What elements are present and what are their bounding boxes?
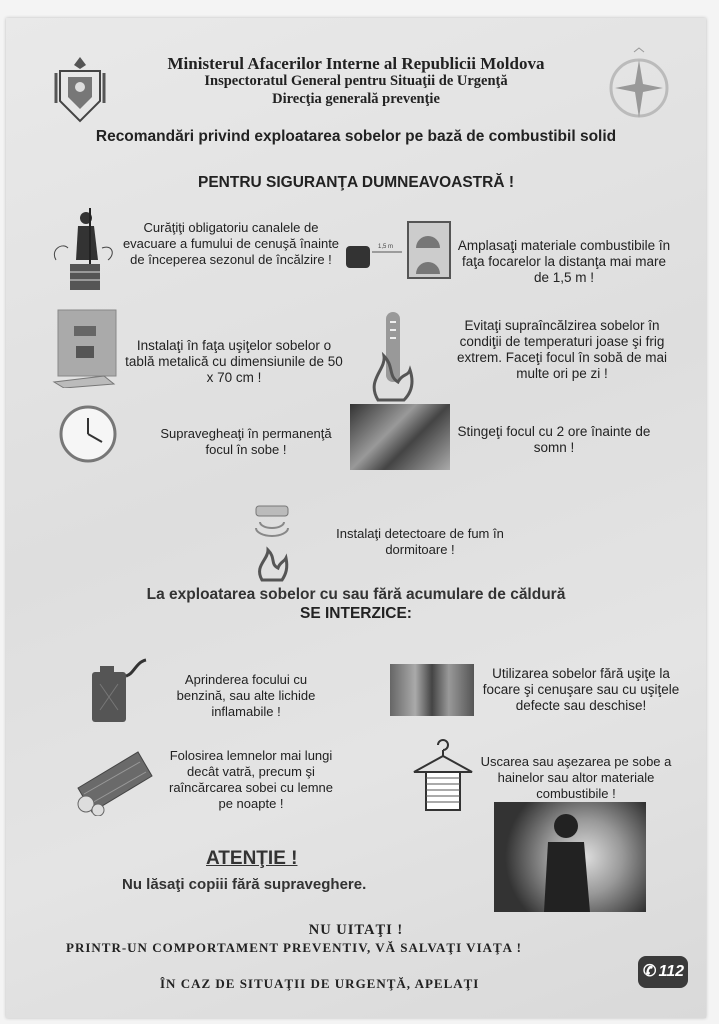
armchair-stove-distance-icon bbox=[342, 218, 452, 280]
poster-sheet bbox=[6, 18, 706, 1018]
emergency-number-badge bbox=[638, 956, 688, 988]
directorate-name: Direcţia generală prevenţie bbox=[272, 91, 440, 107]
clothes-hanger-icon bbox=[410, 736, 476, 812]
document-subtitle: Recomandări privind exploatarea sobelor pe bază de combustibil solid bbox=[95, 128, 617, 145]
prohibition-text: Aprinderea focului cu benzină, sau alte lichide inflamabile ! bbox=[176, 672, 316, 719]
smoke-detector-icon bbox=[250, 504, 294, 582]
recommendation-text: Instalaţi detectoare de fum în dormitoare ! bbox=[336, 526, 504, 557]
ministry-name: Ministerul Afacerilor Interne al Republicii Moldova bbox=[167, 54, 545, 73]
stove-metal-sheet-icon bbox=[52, 308, 122, 388]
emergency-service-emblem-icon bbox=[604, 46, 674, 122]
inspectorate-name: Inspectoratul General pentru Situaţii de Urgenţă bbox=[204, 73, 508, 89]
prohibition-text: Folosirea lemnelor mai lungi decât vatră, precum şi raîncărcarea sobei cu lemne pe noapte ! bbox=[168, 748, 334, 811]
footer-reminder: NU UITAŢI ! bbox=[308, 922, 404, 938]
prohibition-text: Uscarea sau aşezarea pe sobe a hainelor sau altor materiale combustibile ! bbox=[480, 754, 672, 801]
chimney-sweep-icon bbox=[50, 208, 120, 292]
prohibited-heading: La exploatarea sobelor cu sau fără acumulare de căldură bbox=[146, 586, 566, 603]
attention-text: Nu lăsaţi copiii fără supraveghere. bbox=[122, 876, 367, 893]
child-fire-photo bbox=[494, 802, 646, 912]
emergency-number: 112 bbox=[658, 963, 684, 980]
clock-icon bbox=[58, 404, 118, 464]
prohibition-text: Utilizarea sobelor fără uşiţe la focare şi cenuşare sau cu uşiţele defecte sau deschise! bbox=[482, 666, 680, 713]
recommendation-text: Evitaţi supraîncălzirea sobelor în condiţii de temperaturi joase şi frig extrem. Faceţi focul în sobă de mai multe ori pe zi ! bbox=[456, 318, 668, 381]
moldova-coat-of-arms-icon bbox=[52, 53, 108, 125]
jerrycan-icon bbox=[90, 658, 150, 724]
distance-label: 1,5 m bbox=[378, 244, 394, 250]
recommendation-text: Instalaţi în faţa uşiţelor sobelor o tablă metalică cu dimensiunile de 50 x 70 cm ! bbox=[125, 338, 343, 385]
safety-heading: PENTRU SIGURANŢA DUMNEAVOASTRĂ ! bbox=[197, 174, 515, 191]
fire-photo bbox=[350, 404, 450, 470]
phone-icon: ✆ bbox=[643, 963, 657, 980]
prohibited-subheading: SE INTERZICE: bbox=[300, 605, 412, 622]
attention-title: ATENŢIE ! bbox=[206, 848, 298, 869]
footer-prevention-message: PRINTR-UN COMPORTAMENT PREVENTIV, VĂ SALVAŢI VIAŢA ! bbox=[66, 940, 522, 955]
footer-emergency-message: ÎN CAZ DE SITUAŢII DE URGENŢĂ, APELAŢI bbox=[160, 976, 480, 991]
logs-icon bbox=[74, 748, 154, 816]
recommendation-text: Amplasaţi materiale combustibile în faţa focarelor la distanţa mai mare de 1,5 m ! bbox=[457, 238, 671, 285]
recommendation-text: Supravegheaţi în permanenţă focul în sobe ! bbox=[160, 426, 332, 457]
thermometer-fire-icon bbox=[368, 310, 418, 402]
recommendation-text: Stingeţi focul cu 2 ore înainte de somn ! bbox=[457, 424, 651, 455]
recommendation-text: Curăţiţi obligatoriu canalele de evacuare a fumului de cenuşă înainte de începerea sezonul de încălzire ! bbox=[122, 220, 340, 267]
open-stove-photo bbox=[390, 664, 474, 716]
